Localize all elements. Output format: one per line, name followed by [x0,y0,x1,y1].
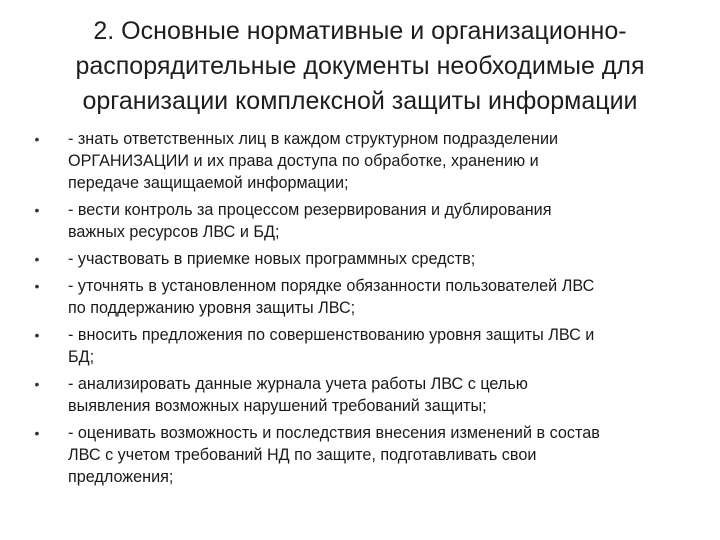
bullet-item [0,248,720,270]
bullet-list [0,128,720,493]
bullet-item [0,422,720,488]
bullet-text-line: предложения; [68,468,174,486]
title-line: 2. Основные нормативные и организационно- [93,17,627,45]
bullet-text-line: выявления возможных нарушений требований защиты; [68,397,487,415]
bullet-dot-icon: • [34,327,40,343]
bullet-dot-icon: • [34,278,40,294]
bullet-item [0,373,720,417]
bullet-text-line: по поддержанию уровня защиты ЛВС; [68,299,356,317]
bullet-dot-icon: • [34,131,40,147]
bullet-text-line: ОРГАНИЗАЦИИ и их права доступа по обработке, хранению и [68,152,539,170]
bullet-text-line: ЛВС с учетом требований НД по защите, подготавливать свои [68,446,537,464]
bullet-text-line: - участвовать в приемке новых программных средств; [68,250,476,268]
bullet-dot-icon: • [34,425,40,441]
bullet-item [0,275,720,319]
bullet-item [0,199,720,243]
bullet-text-line: - оценивать возможность и последствия внесения изменений в состав [68,424,600,442]
bullet-item [0,324,720,368]
bullet-text-line: - анализировать данные журнала учета работы ЛВС с целью [68,375,528,393]
bullet-text-line: БД; [68,348,95,366]
bullet-dot-icon: • [34,202,40,218]
bullet-item [0,128,720,194]
title-line: распорядительные документы необходимые для [75,52,645,80]
bullet-text-line: - вносить предложения по совершенствованию уровня защиты ЛВС и [68,326,595,344]
bullet-text-line: - знать ответственных лиц в каждом структурном подразделении [68,130,559,148]
slide-title [40,14,680,119]
bullet-dot-icon: • [34,251,40,267]
bullet-text-line: передаче защищаемой информации; [68,174,349,192]
bullet-dot-icon: • [34,376,40,392]
bullet-text-line: - вести контроль за процессом резервирования и дублирования [68,201,552,219]
bullet-text-line: - уточнять в установленном порядке обязанности пользователей ЛВС [68,277,595,295]
title-line: организации комплексной защиты информации [82,87,638,115]
bullet-text-line: важных ресурсов ЛВС и БД; [68,223,280,241]
